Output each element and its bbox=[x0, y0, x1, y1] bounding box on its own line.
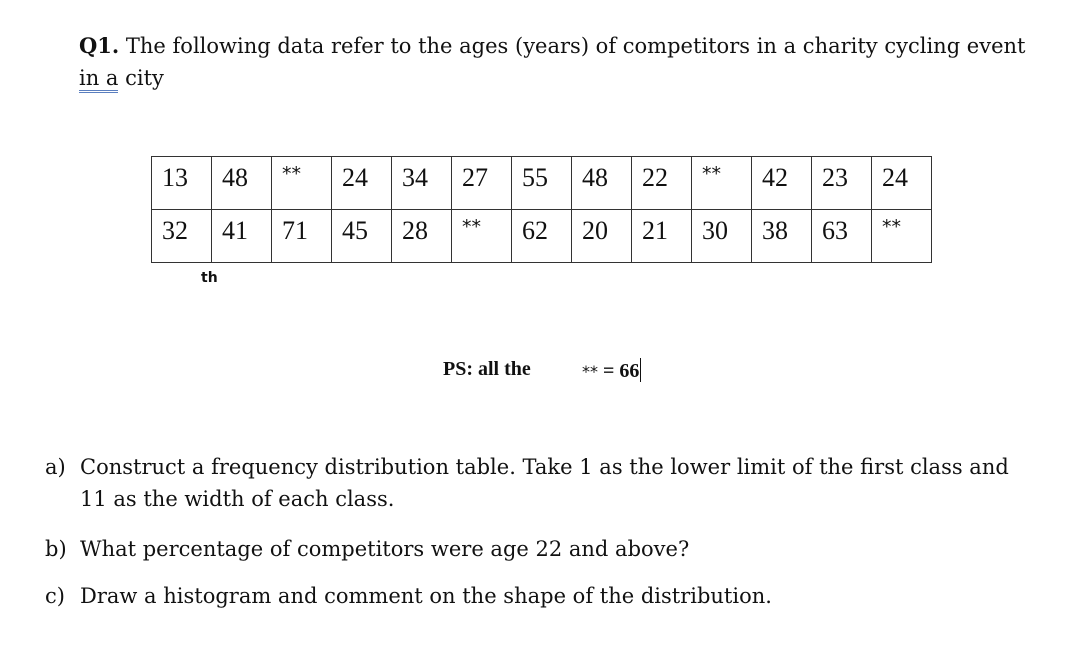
table-cell: ** bbox=[452, 210, 512, 263]
table-cell: 42 bbox=[752, 157, 812, 210]
question-text-end: city bbox=[118, 66, 164, 90]
table-cell: 62 bbox=[512, 210, 572, 263]
part-b bbox=[45, 533, 1045, 565]
part-a-text: Construct a frequency distribution table. Take 1 as the lower limit of the first class and 11 as the width of each class. bbox=[80, 455, 1009, 511]
table-cell: 28 bbox=[392, 210, 452, 263]
table-cell: 20 bbox=[572, 210, 632, 263]
th-mark: th bbox=[201, 270, 218, 286]
table-cell: ** bbox=[272, 157, 332, 210]
table-cell: ** bbox=[692, 157, 752, 210]
question-number: Q1. bbox=[79, 33, 120, 58]
question-text-underlined: in a bbox=[79, 66, 118, 93]
ps-equation bbox=[582, 358, 641, 383]
part-b-text: What percentage of competitors were age 22 and above? bbox=[80, 537, 690, 561]
question-title bbox=[79, 30, 1039, 94]
table-cell: ** bbox=[872, 210, 932, 263]
table-row bbox=[152, 157, 932, 210]
table-cell: 30 bbox=[692, 210, 752, 263]
table-cell: 22 bbox=[632, 157, 692, 210]
table-cell: 38 bbox=[752, 210, 812, 263]
table-cell: 27 bbox=[452, 157, 512, 210]
ps-value: = 66 bbox=[598, 360, 640, 382]
part-c-label: c) bbox=[45, 584, 65, 608]
table-cell: 45 bbox=[332, 210, 392, 263]
table-cell: 32 bbox=[152, 210, 212, 263]
table-cell: 34 bbox=[392, 157, 452, 210]
part-c bbox=[45, 580, 1045, 612]
table-cell: 24 bbox=[872, 157, 932, 210]
table-cell: 55 bbox=[512, 157, 572, 210]
part-c-text: Draw a histogram and comment on the shape of the distribution. bbox=[80, 584, 772, 608]
part-a bbox=[45, 451, 1045, 511]
ps-label: PS: all the bbox=[443, 358, 531, 380]
table-cell: 23 bbox=[812, 157, 872, 210]
ps-stars: ** bbox=[582, 362, 598, 381]
table-cell: 63 bbox=[812, 210, 872, 263]
table-cell: 71 bbox=[272, 210, 332, 263]
part-b-label: b) bbox=[45, 537, 67, 561]
table-cell: 24 bbox=[332, 157, 392, 210]
question-text: The following data refer to the ages (years) of competitors in a charity cycling event bbox=[119, 34, 1026, 58]
table-row bbox=[152, 210, 932, 263]
table-cell: 13 bbox=[152, 157, 212, 210]
table-cell: 48 bbox=[572, 157, 632, 210]
table-cell: 21 bbox=[632, 210, 692, 263]
text-cursor bbox=[640, 358, 641, 382]
part-a-label: a) bbox=[45, 455, 66, 479]
table-cell: 48 bbox=[212, 157, 272, 210]
table-cell: 41 bbox=[212, 210, 272, 263]
ages-table bbox=[151, 156, 932, 263]
